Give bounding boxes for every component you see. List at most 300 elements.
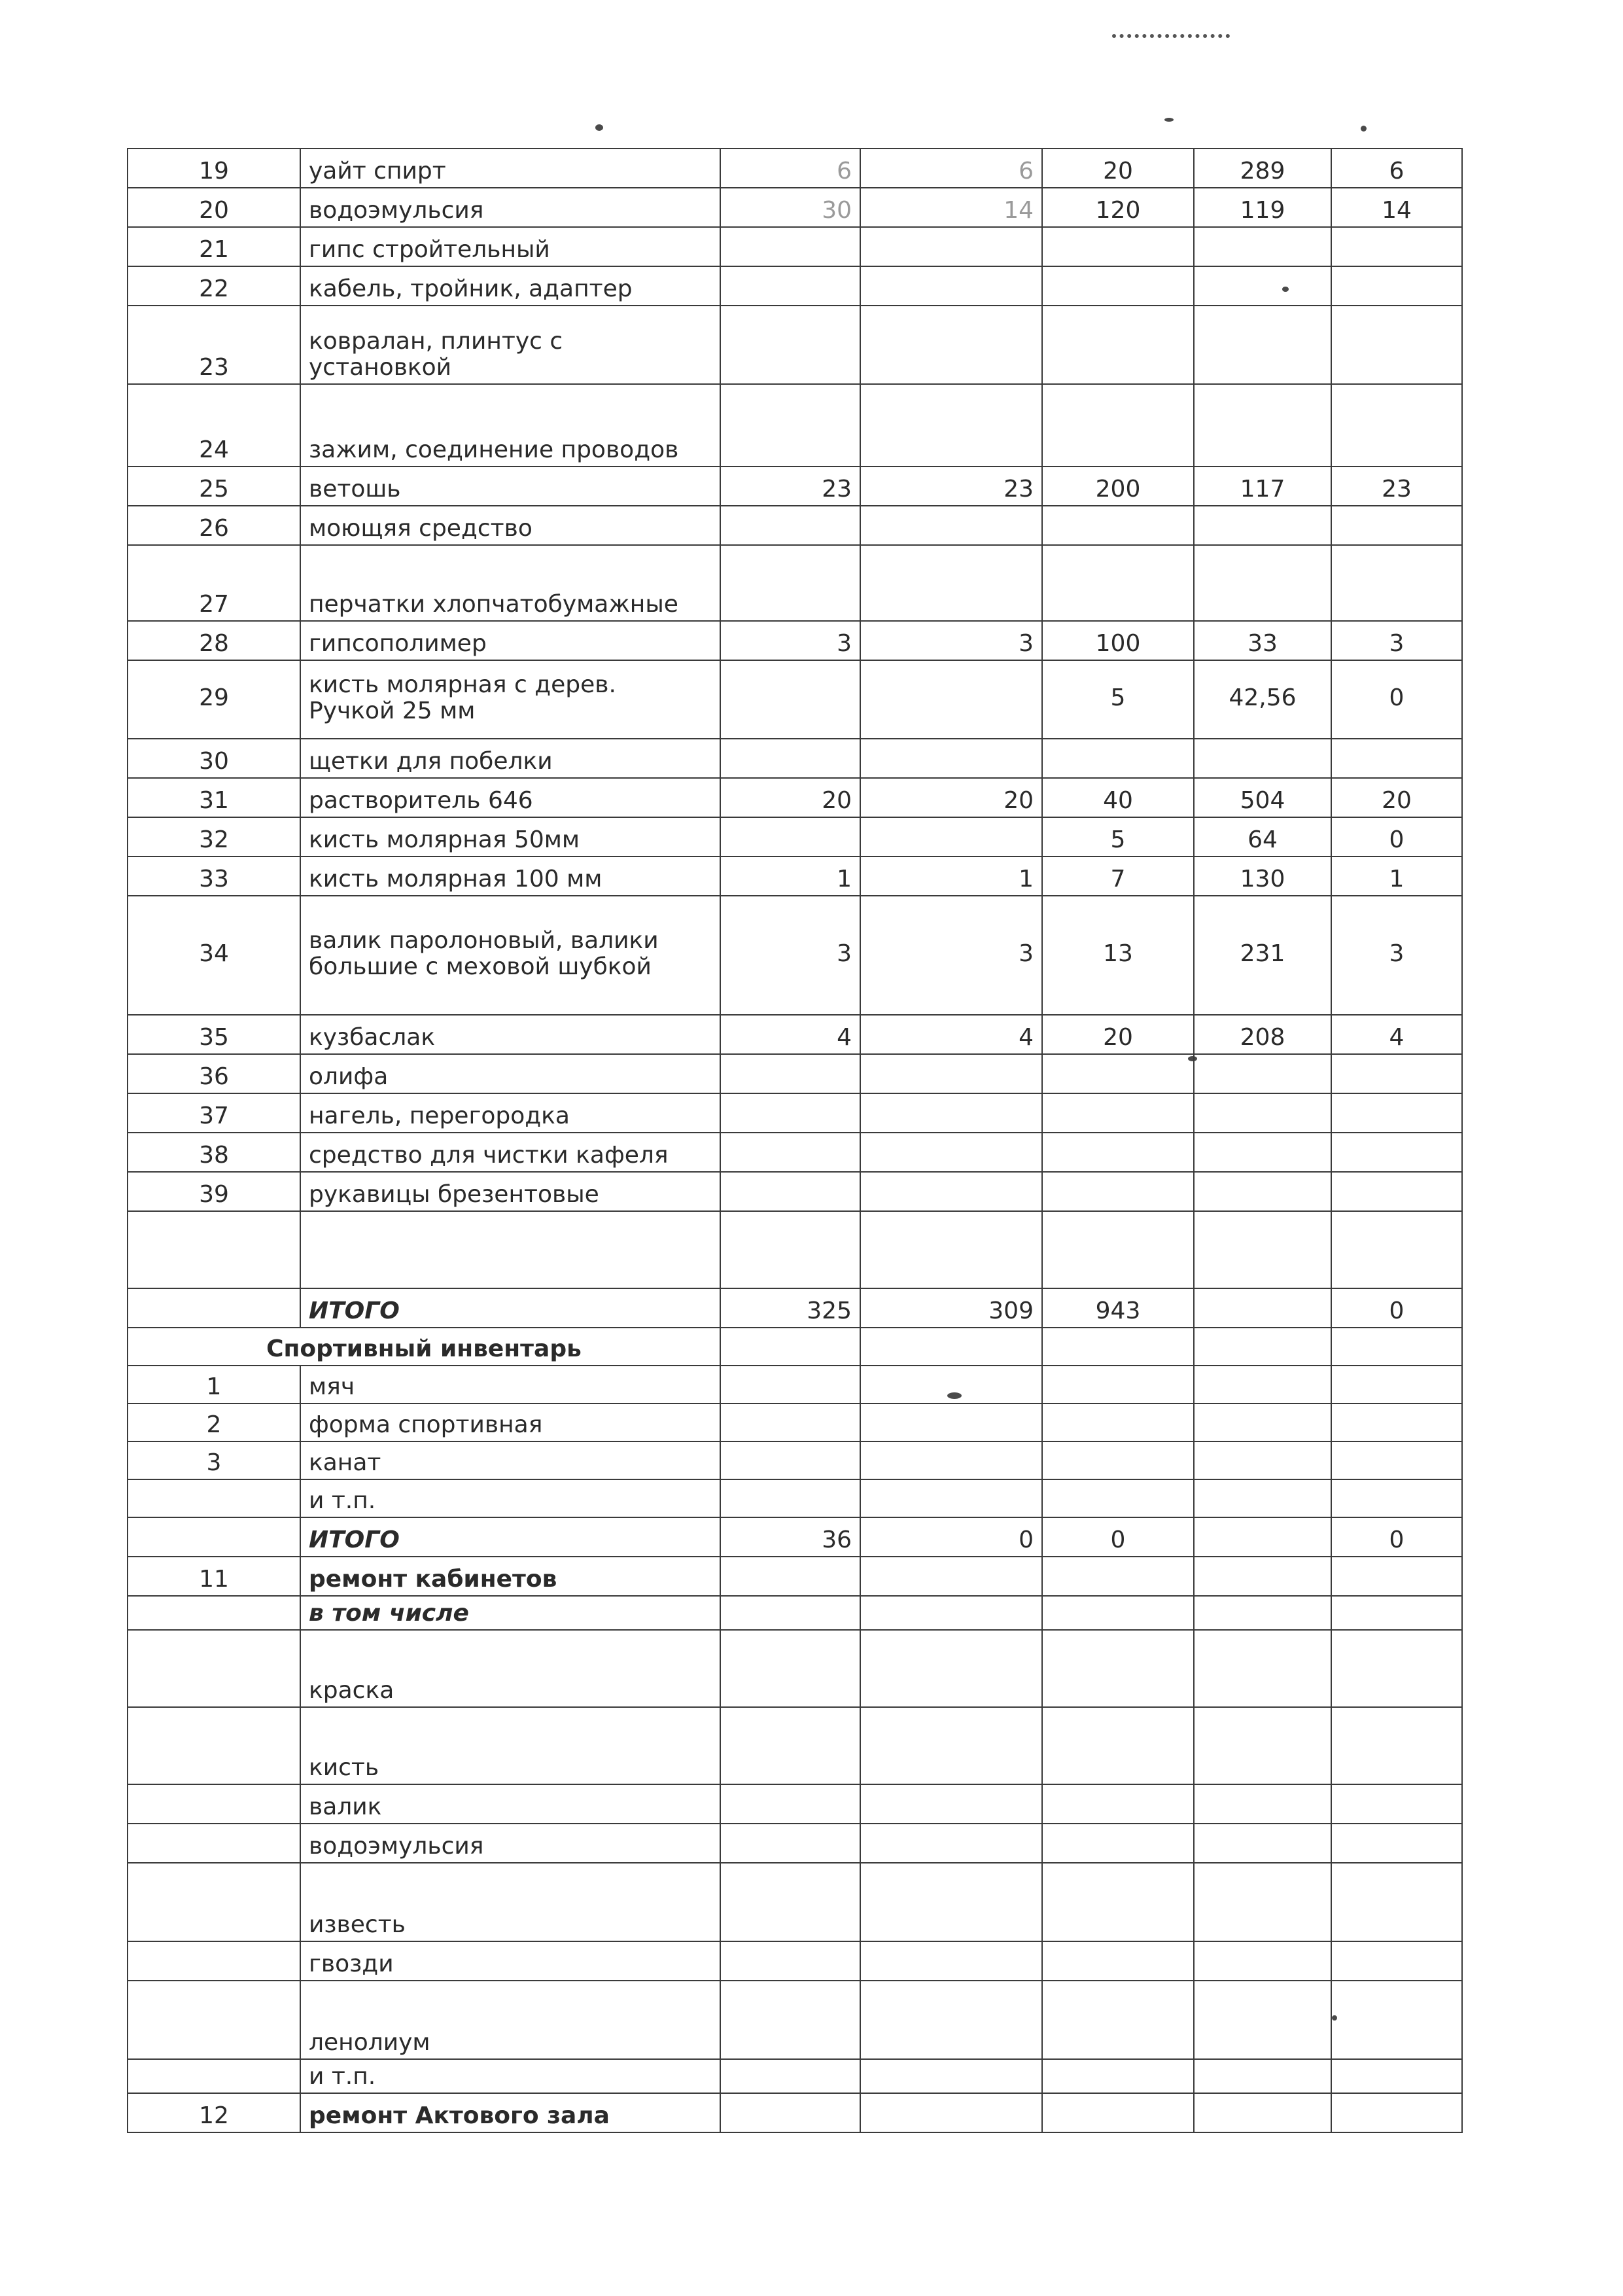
- value-col-2: [860, 545, 1042, 621]
- value-col-2: [860, 1863, 1042, 1941]
- value-col-1: [720, 545, 860, 621]
- value-col-1: [720, 739, 860, 778]
- value-col-5: [1331, 1328, 1462, 1366]
- value-col-2: [860, 2059, 1042, 2093]
- item-name: водоэмульсия: [300, 188, 720, 227]
- corner-mark: [1112, 20, 1230, 38]
- row-number: [128, 1596, 300, 1630]
- value-col-1: [720, 2093, 860, 2132]
- value-col-2: [860, 817, 1042, 857]
- item-name: ленолиум: [300, 1981, 720, 2059]
- value-col-4: [1194, 266, 1331, 306]
- value-col-5: 6: [1331, 149, 1462, 188]
- table-row: [128, 817, 1462, 857]
- value-col-1: [720, 1863, 860, 1941]
- row-number: 27: [128, 545, 300, 621]
- value-col-4: [1194, 1054, 1331, 1093]
- value-col-1: [720, 2059, 860, 2093]
- table-row: [128, 1172, 1462, 1211]
- value-col-4: [1194, 1172, 1331, 1211]
- item-name: зажим, соединение проводов: [300, 384, 720, 467]
- value-col-2: [860, 660, 1042, 739]
- value-col-4: [1194, 1288, 1331, 1328]
- section-heading: Спортивный инвентарь: [128, 1328, 720, 1366]
- value-col-3: [1042, 2059, 1194, 2093]
- item-name: рукавицы брезентовые: [300, 1172, 720, 1211]
- row-number: [128, 1479, 300, 1517]
- table-row: [128, 506, 1462, 545]
- table-row: [128, 1557, 1462, 1596]
- value-col-5: [1331, 1941, 1462, 1981]
- value-col-5: [1331, 306, 1462, 384]
- value-col-1: [720, 1328, 860, 1366]
- value-col-4: [1194, 506, 1331, 545]
- value-col-5: [1331, 2059, 1462, 2093]
- value-col-5: [1331, 1824, 1462, 1863]
- value-col-4: [1194, 1941, 1331, 1981]
- table-row: [128, 660, 1462, 739]
- value-col-2: 20: [860, 778, 1042, 817]
- value-col-1: [720, 506, 860, 545]
- value-col-5: 3: [1331, 896, 1462, 1015]
- value-col-1: [720, 306, 860, 384]
- row-number: 22: [128, 266, 300, 306]
- table-row: [128, 1824, 1462, 1863]
- table-row: [128, 1479, 1462, 1517]
- table-row: [128, 1133, 1462, 1172]
- item-name: средство для чистки кафеля: [300, 1133, 720, 1172]
- value-col-4: [1194, 1981, 1331, 2059]
- value-col-2: [860, 1707, 1042, 1784]
- table-row: [128, 1093, 1462, 1133]
- row-number: 30: [128, 739, 300, 778]
- value-col-1: 3: [720, 896, 860, 1015]
- table-body: [128, 149, 1462, 2132]
- table-row: [128, 1517, 1462, 1557]
- item-name: уайт спирт: [300, 149, 720, 188]
- value-col-4: [1194, 1133, 1331, 1172]
- value-col-4: 208: [1194, 1015, 1331, 1054]
- value-col-5: 0: [1331, 660, 1462, 739]
- value-col-2: [860, 1941, 1042, 1981]
- value-col-2: [860, 1557, 1042, 1596]
- item-name: ремонт Актового зала: [300, 2093, 720, 2132]
- table-row: [128, 1288, 1462, 1328]
- value-col-3: [1042, 1133, 1194, 1172]
- value-col-1: 20: [720, 778, 860, 817]
- value-col-3: 100: [1042, 621, 1194, 660]
- value-col-2: [860, 1172, 1042, 1211]
- value-col-3: [1042, 1479, 1194, 1517]
- value-col-4: [1194, 1093, 1331, 1133]
- item-name: и т.п.: [300, 2059, 720, 2093]
- value-col-5: [1331, 1479, 1462, 1517]
- value-col-2: [860, 227, 1042, 266]
- table-row: [128, 1404, 1462, 1441]
- row-number: [128, 1707, 300, 1784]
- value-col-5: [1331, 1441, 1462, 1479]
- value-col-3: 200: [1042, 467, 1194, 506]
- item-name: нагель, перегородка: [300, 1093, 720, 1133]
- item-name: ИТОГО: [300, 1288, 720, 1328]
- value-col-1: 3: [720, 621, 860, 660]
- row-number: 28: [128, 621, 300, 660]
- value-col-1: 23: [720, 467, 860, 506]
- row-number: 2: [128, 1404, 300, 1441]
- table-row: [128, 896, 1462, 1015]
- value-col-2: [860, 1596, 1042, 1630]
- value-col-3: [1042, 227, 1194, 266]
- value-col-4: [1194, 1517, 1331, 1557]
- value-col-1: 6: [720, 149, 860, 188]
- value-col-4: 117: [1194, 467, 1331, 506]
- value-col-4: [1194, 1824, 1331, 1863]
- value-col-5: 0: [1331, 1288, 1462, 1328]
- value-col-3: [1042, 1211, 1194, 1288]
- value-col-5: [1331, 1054, 1462, 1093]
- value-col-2: 309: [860, 1288, 1042, 1328]
- value-col-3: 20: [1042, 1015, 1194, 1054]
- table-row: [128, 1211, 1462, 1288]
- value-col-5: 3: [1331, 621, 1462, 660]
- item-name: моющяя средство: [300, 506, 720, 545]
- value-col-2: 23: [860, 467, 1042, 506]
- value-col-1: 325: [720, 1288, 860, 1328]
- value-col-4: [1194, 384, 1331, 467]
- value-col-3: 7: [1042, 857, 1194, 896]
- value-col-5: 4: [1331, 1015, 1462, 1054]
- value-col-5: [1331, 2093, 1462, 2132]
- value-col-3: 943: [1042, 1288, 1194, 1328]
- value-col-3: 5: [1042, 817, 1194, 857]
- table-row: [128, 621, 1462, 660]
- table-row: [128, 739, 1462, 778]
- value-col-5: [1331, 1784, 1462, 1824]
- value-col-3: 0: [1042, 1517, 1194, 1557]
- value-col-1: [720, 817, 860, 857]
- value-col-2: [860, 1211, 1042, 1288]
- item-name: гипсополимер: [300, 621, 720, 660]
- row-number: 29: [128, 660, 300, 739]
- value-col-5: 0: [1331, 1517, 1462, 1557]
- value-col-4: [1194, 306, 1331, 384]
- value-col-5: [1331, 1630, 1462, 1707]
- table-row: [128, 1863, 1462, 1941]
- item-name: кабель, тройник, адаптер: [300, 266, 720, 306]
- value-col-4: [1194, 1328, 1331, 1366]
- value-col-2: [860, 1784, 1042, 1824]
- value-col-1: [720, 227, 860, 266]
- value-col-3: [1042, 506, 1194, 545]
- value-col-4: [1194, 1211, 1331, 1288]
- row-number: 24: [128, 384, 300, 467]
- value-col-3: [1042, 1328, 1194, 1366]
- value-col-1: [720, 660, 860, 739]
- value-col-4: [1194, 739, 1331, 778]
- value-col-5: 14: [1331, 188, 1462, 227]
- row-number: 35: [128, 1015, 300, 1054]
- row-number: 32: [128, 817, 300, 857]
- value-col-1: [720, 266, 860, 306]
- value-col-4: [1194, 1557, 1331, 1596]
- value-col-3: 120: [1042, 188, 1194, 227]
- item-name: ветошь: [300, 467, 720, 506]
- item-name: кисть молярная 100 мм: [300, 857, 720, 896]
- row-number: 19: [128, 149, 300, 188]
- table-row: [128, 188, 1462, 227]
- value-col-1: [720, 1093, 860, 1133]
- value-col-3: [1042, 1784, 1194, 1824]
- value-col-4: [1194, 1784, 1331, 1824]
- table-row: [128, 1328, 1462, 1366]
- table-row: [128, 384, 1462, 467]
- value-col-3: [1042, 1054, 1194, 1093]
- table-row: [128, 1015, 1462, 1054]
- value-col-3: [1042, 1981, 1194, 2059]
- row-number: 1: [128, 1366, 300, 1404]
- value-col-1: [720, 1707, 860, 1784]
- row-number: 34: [128, 896, 300, 1015]
- table-row: [128, 467, 1462, 506]
- value-col-3: [1042, 266, 1194, 306]
- value-col-2: 14: [860, 188, 1042, 227]
- item-name: кисть молярная с дерев. Ручкой 25 мм: [300, 660, 720, 739]
- value-col-3: [1042, 1404, 1194, 1441]
- row-number: [128, 1630, 300, 1707]
- value-col-1: 4: [720, 1015, 860, 1054]
- budget-table: [127, 148, 1463, 2133]
- value-col-1: [720, 1981, 860, 2059]
- item-name: кисть молярная 50мм: [300, 817, 720, 857]
- value-col-2: [860, 1133, 1042, 1172]
- value-col-5: [1331, 1093, 1462, 1133]
- value-col-5: [1331, 1557, 1462, 1596]
- item-name: валик паролоновый, валики большие с меховой шубкой: [300, 896, 720, 1015]
- row-number: [128, 1863, 300, 1941]
- row-number: [128, 1288, 300, 1328]
- value-col-2: 6: [860, 149, 1042, 188]
- row-number: 37: [128, 1093, 300, 1133]
- value-col-4: [1194, 1596, 1331, 1630]
- value-col-3: [1042, 1630, 1194, 1707]
- table-row: [128, 149, 1462, 188]
- row-number: 21: [128, 227, 300, 266]
- value-col-4: 64: [1194, 817, 1331, 857]
- value-col-2: [860, 266, 1042, 306]
- value-col-2: [860, 1404, 1042, 1441]
- item-name: мяч: [300, 1366, 720, 1404]
- value-col-2: 3: [860, 896, 1042, 1015]
- row-number: 12: [128, 2093, 300, 2132]
- value-col-1: [720, 1557, 860, 1596]
- value-col-5: [1331, 1211, 1462, 1288]
- value-col-3: [1042, 1941, 1194, 1981]
- value-col-2: [860, 1054, 1042, 1093]
- value-col-5: [1331, 1133, 1462, 1172]
- row-number: 33: [128, 857, 300, 896]
- value-col-1: [720, 1479, 860, 1517]
- value-col-1: [720, 1441, 860, 1479]
- table-row: [128, 2093, 1462, 2132]
- value-col-3: [1042, 306, 1194, 384]
- value-col-3: [1042, 545, 1194, 621]
- item-name: водоэмульсия: [300, 1824, 720, 1863]
- value-col-4: 289: [1194, 149, 1331, 188]
- row-number: 38: [128, 1133, 300, 1172]
- value-col-1: [720, 1824, 860, 1863]
- table-row: [128, 1596, 1462, 1630]
- value-col-4: [1194, 227, 1331, 266]
- row-number: 20: [128, 188, 300, 227]
- value-col-2: 1: [860, 857, 1042, 896]
- value-col-4: 33: [1194, 621, 1331, 660]
- item-name: гвозди: [300, 1941, 720, 1981]
- item-name: растворитель 646: [300, 778, 720, 817]
- table-row: [128, 1941, 1462, 1981]
- row-number: 36: [128, 1054, 300, 1093]
- row-number: 11: [128, 1557, 300, 1596]
- item-name: щетки для побелки: [300, 739, 720, 778]
- row-number: 25: [128, 467, 300, 506]
- value-col-5: [1331, 1596, 1462, 1630]
- value-col-4: 130: [1194, 857, 1331, 896]
- value-col-5: [1331, 545, 1462, 621]
- item-name: известь: [300, 1863, 720, 1941]
- table-row: [128, 2059, 1462, 2093]
- value-col-2: 0: [860, 1517, 1042, 1557]
- value-col-2: 3: [860, 621, 1042, 660]
- value-col-3: 13: [1042, 896, 1194, 1015]
- value-col-3: [1042, 1093, 1194, 1133]
- value-col-2: [860, 1981, 1042, 2059]
- value-col-3: [1042, 1172, 1194, 1211]
- value-col-4: [1194, 545, 1331, 621]
- value-col-5: 0: [1331, 817, 1462, 857]
- row-number: [128, 1211, 300, 1288]
- value-col-1: [720, 1366, 860, 1404]
- item-name: краска: [300, 1630, 720, 1707]
- value-col-2: 4: [860, 1015, 1042, 1054]
- value-col-3: [1042, 1557, 1194, 1596]
- value-col-5: [1331, 1172, 1462, 1211]
- value-col-5: [1331, 739, 1462, 778]
- value-col-1: 36: [720, 1517, 860, 1557]
- scan-speck: [1164, 118, 1174, 122]
- value-col-5: 23: [1331, 467, 1462, 506]
- value-col-5: 20: [1331, 778, 1462, 817]
- item-name: ковралан, плинтус с установкой: [300, 306, 720, 384]
- value-col-2: [860, 739, 1042, 778]
- table-row: [128, 1707, 1462, 1784]
- value-col-5: [1331, 227, 1462, 266]
- row-number: 23: [128, 306, 300, 384]
- value-col-1: [720, 1133, 860, 1172]
- row-number: [128, 1784, 300, 1824]
- value-col-3: [1042, 2093, 1194, 2132]
- value-col-4: 231: [1194, 896, 1331, 1015]
- value-col-1: [720, 1054, 860, 1093]
- value-col-4: [1194, 1479, 1331, 1517]
- row-number: 3: [128, 1441, 300, 1479]
- table-row: [128, 857, 1462, 896]
- value-col-2: [860, 1441, 1042, 1479]
- table-row: [128, 306, 1462, 384]
- value-col-1: [720, 1941, 860, 1981]
- value-col-1: [720, 1630, 860, 1707]
- row-number: [128, 1517, 300, 1557]
- value-col-1: 30: [720, 188, 860, 227]
- value-col-1: 1: [720, 857, 860, 896]
- row-number: [128, 2059, 300, 2093]
- item-name: кисть: [300, 1707, 720, 1784]
- value-col-4: [1194, 2059, 1331, 2093]
- value-col-4: [1194, 1404, 1331, 1441]
- value-col-4: [1194, 1366, 1331, 1404]
- value-col-3: [1042, 739, 1194, 778]
- item-name: канат: [300, 1441, 720, 1479]
- value-col-5: [1331, 1404, 1462, 1441]
- table-row: [128, 266, 1462, 306]
- item-name: кузбаслак: [300, 1015, 720, 1054]
- item-name: валик: [300, 1784, 720, 1824]
- value-col-2: [860, 1366, 1042, 1404]
- value-col-2: [860, 1328, 1042, 1366]
- item-name: и т.п.: [300, 1479, 720, 1517]
- value-col-2: [860, 306, 1042, 384]
- value-col-4: 42,56: [1194, 660, 1331, 739]
- table-row: [128, 1366, 1462, 1404]
- value-col-3: [1042, 1596, 1194, 1630]
- table-row: [128, 545, 1462, 621]
- value-col-5: [1331, 506, 1462, 545]
- row-number: [128, 1981, 300, 2059]
- row-number: [128, 1824, 300, 1863]
- table-row: [128, 1784, 1462, 1824]
- value-col-4: 119: [1194, 188, 1331, 227]
- value-col-5: [1331, 1863, 1462, 1941]
- value-col-3: 40: [1042, 778, 1194, 817]
- item-name: перчатки хлопчатобумажные: [300, 545, 720, 621]
- row-number: 26: [128, 506, 300, 545]
- value-col-5: [1331, 1707, 1462, 1784]
- value-col-4: [1194, 1707, 1331, 1784]
- value-col-4: [1194, 1630, 1331, 1707]
- value-col-3: 20: [1042, 149, 1194, 188]
- value-col-3: [1042, 1366, 1194, 1404]
- value-col-4: [1194, 1863, 1331, 1941]
- value-col-4: 504: [1194, 778, 1331, 817]
- item-name: форма спортивная: [300, 1404, 720, 1441]
- table-row: [128, 778, 1462, 817]
- item-name: в том числе: [300, 1596, 720, 1630]
- value-col-3: [1042, 1441, 1194, 1479]
- value-col-2: [860, 1093, 1042, 1133]
- item-name: ИТОГО: [300, 1517, 720, 1557]
- item-name: [300, 1211, 720, 1288]
- value-col-5: [1331, 266, 1462, 306]
- value-col-2: [860, 1630, 1042, 1707]
- value-col-4: [1194, 2093, 1331, 2132]
- value-col-4: [1194, 1441, 1331, 1479]
- value-col-1: [720, 384, 860, 467]
- value-col-3: [1042, 1863, 1194, 1941]
- value-col-2: [860, 2093, 1042, 2132]
- value-col-3: [1042, 384, 1194, 467]
- value-col-5: [1331, 1366, 1462, 1404]
- value-col-5: 1: [1331, 857, 1462, 896]
- value-col-5: [1331, 1981, 1462, 2059]
- value-col-1: [720, 1172, 860, 1211]
